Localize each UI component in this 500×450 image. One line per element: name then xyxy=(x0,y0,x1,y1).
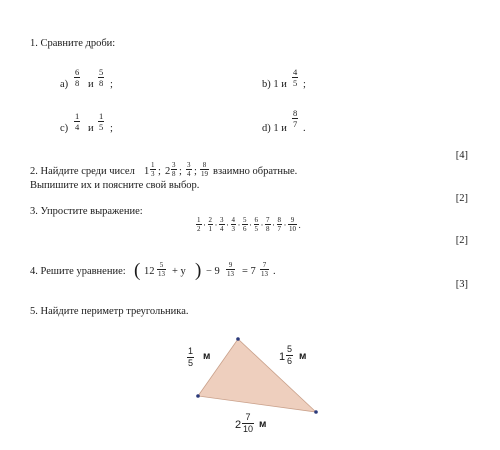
task2-number-1-whole: 1 xyxy=(144,166,150,177)
numerator: 1 xyxy=(188,346,194,356)
numerator: 6 xyxy=(254,216,258,224)
numerator: 5 xyxy=(157,261,166,270)
task3-mark: [2] xyxy=(455,235,468,246)
task2-sep-3: ; xyxy=(194,166,197,177)
denominator: 19 xyxy=(201,170,208,178)
vertex-right xyxy=(314,410,318,414)
task2-number-2-whole: 2 xyxy=(165,166,171,177)
denominator: 5 xyxy=(188,358,194,368)
denominator: 6 xyxy=(243,225,247,233)
numerator: 3 xyxy=(220,216,224,224)
task1-title: 1. Сравните дроби: xyxy=(30,38,116,49)
task1-d-end: . xyxy=(303,123,306,134)
task3-title: 3. Упростите выражение: xyxy=(30,206,143,217)
numerator: 3 xyxy=(172,161,176,169)
numerator: 2 xyxy=(208,216,212,224)
side-right-fraction xyxy=(286,344,293,367)
task5-title: 5. Найдите периметр треугольника. xyxy=(30,306,189,317)
task4-end: . xyxy=(273,266,276,277)
multiply-dot: · xyxy=(214,219,218,230)
task4-mark: [3] xyxy=(455,279,468,290)
denominator: 2 xyxy=(197,225,201,233)
numerator: 9 xyxy=(288,216,297,225)
numerator: 1 xyxy=(197,216,201,224)
vertex-left xyxy=(196,394,200,398)
task1-c-and: и xyxy=(88,123,94,134)
denominator: 13 xyxy=(227,270,234,278)
multiply-dot: · xyxy=(203,219,206,230)
numerator: 1 xyxy=(99,111,104,121)
denominator: 5 xyxy=(99,122,104,132)
numerator: 1 xyxy=(151,161,155,169)
numerator: 7 xyxy=(242,412,254,424)
numerator: 6 xyxy=(75,67,80,77)
denominator: 4 xyxy=(75,122,80,132)
task2-prefix: 2. Найдите среди чисел xyxy=(30,166,135,177)
multiply-dot: · xyxy=(249,219,252,230)
denominator: 10 xyxy=(289,225,296,233)
task1-d-label: d) 1 и xyxy=(262,123,287,134)
denominator: 3 xyxy=(231,225,235,233)
numerator: 1 xyxy=(75,111,80,121)
task4-minus: − 9 xyxy=(206,266,220,277)
denominator: 13 xyxy=(158,270,165,278)
triangle xyxy=(198,339,316,412)
task4-plus-y: + y xyxy=(172,266,186,277)
task1-mark: [4] xyxy=(455,150,468,161)
task1-a-end: ; xyxy=(110,79,113,90)
multiply-dot: · xyxy=(260,219,264,230)
task2-mark: [2] xyxy=(455,193,468,204)
denominator: 4 xyxy=(220,225,224,233)
denominator: 3 xyxy=(151,170,155,178)
task2-suffix: взаимно обратные. xyxy=(213,166,298,177)
denominator: 10 xyxy=(243,424,254,434)
denominator: 4 xyxy=(187,170,191,178)
side-right-whole: 1 xyxy=(279,351,286,363)
side-right-unit: м xyxy=(299,351,307,362)
numerator: 7 xyxy=(260,261,269,270)
numerator: 3 xyxy=(187,161,191,169)
numerator: 7 xyxy=(266,216,270,224)
task1-b-label: b) 1 и xyxy=(262,79,287,90)
multiply-dot: · xyxy=(283,219,287,230)
multiply-dot: · xyxy=(226,219,229,230)
denominator: 7 xyxy=(277,225,281,233)
task1-a-and: и xyxy=(88,79,94,90)
numerator: 5 xyxy=(243,216,247,224)
side-left-unit: м xyxy=(203,351,211,362)
task1-a-label: a) xyxy=(60,79,69,90)
denominator: 1 xyxy=(208,225,212,233)
task4-whole-1: 12 xyxy=(144,266,155,277)
task4-prefix: 4. Решите уравнение: xyxy=(30,266,126,277)
side-bottom-whole: 2 xyxy=(235,419,242,431)
numerator: 5 xyxy=(99,67,104,77)
task2-sep-2: ; xyxy=(179,166,182,177)
denominator: 5 xyxy=(293,78,298,88)
numerator: 4 xyxy=(293,67,298,77)
denominator: 5 xyxy=(254,225,258,233)
denominator: 8 xyxy=(172,170,176,178)
expression-end: . xyxy=(298,219,301,230)
denominator: 8 xyxy=(75,78,80,88)
multiply-dot: · xyxy=(272,219,275,230)
denominator: 6 xyxy=(287,356,293,366)
vertex-top xyxy=(236,337,240,341)
numerator: 8 xyxy=(277,216,281,224)
side-bottom-unit: м xyxy=(259,419,267,430)
numerator: 8 xyxy=(293,108,298,118)
numerator: 8 xyxy=(200,161,209,170)
denominator: 7 xyxy=(293,119,298,129)
task4-open-paren: ( xyxy=(134,260,141,281)
task4-close-paren: ) xyxy=(195,260,202,281)
numerator: 4 xyxy=(231,216,235,224)
numerator: 9 xyxy=(226,261,235,270)
task4-equals: = 7 xyxy=(242,266,256,277)
numerator: 5 xyxy=(287,344,293,354)
denominator: 8 xyxy=(99,78,104,88)
denominator: 13 xyxy=(261,270,268,278)
side-left-fraction xyxy=(187,346,194,369)
task1-b-end: ; xyxy=(303,79,306,90)
denominator: 8 xyxy=(266,225,270,233)
task1-c-label: c) xyxy=(60,123,69,134)
task1-c-end: ; xyxy=(110,123,113,134)
multiply-dot: · xyxy=(237,219,241,230)
side-bottom-fraction xyxy=(242,412,254,435)
task2-sep-1: ; xyxy=(158,166,161,177)
task2-line-2: Выпишите их и поясните свой выбор. xyxy=(30,180,200,191)
